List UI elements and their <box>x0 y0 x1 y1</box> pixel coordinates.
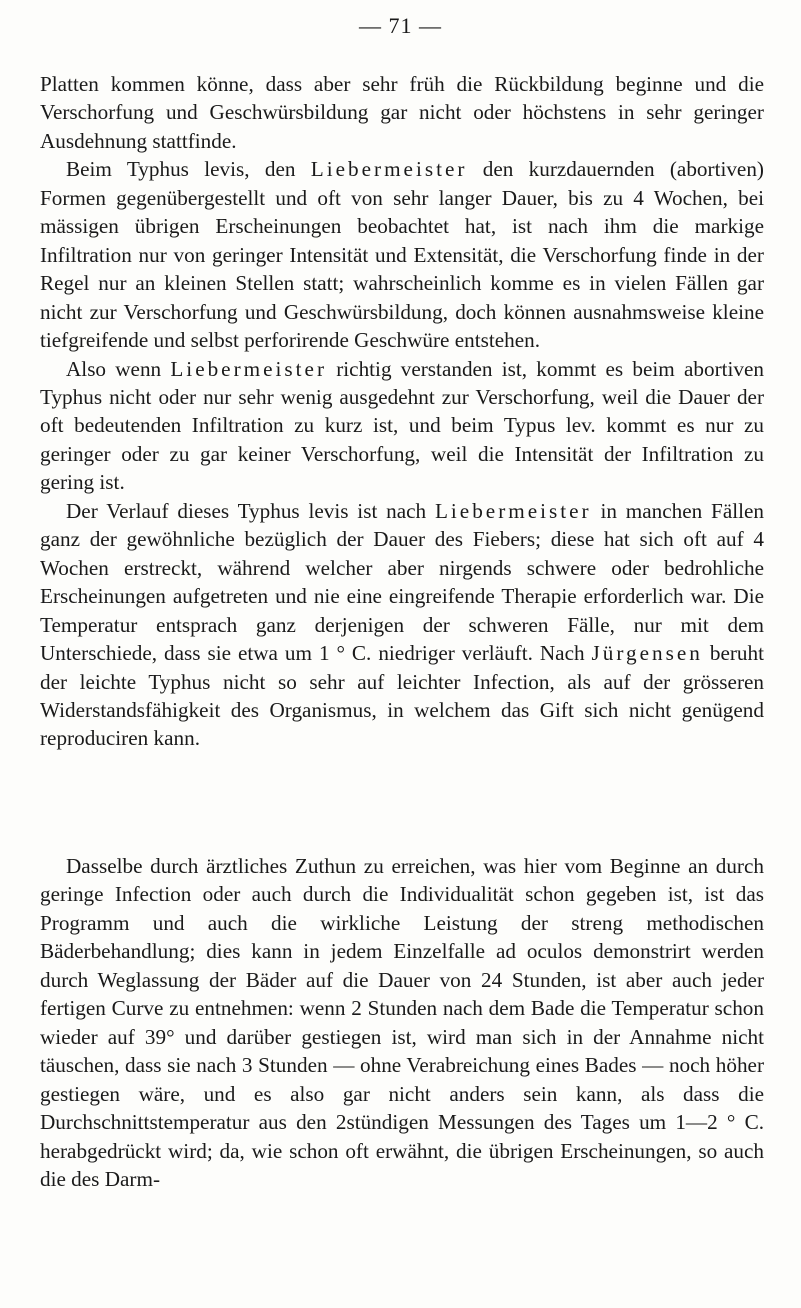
paragraph-text: in manchen Fällen ganz der gewöhnliche bezüglich der Dauer des Fiebers; diese hat sich oft auf 4 Wochen erstreckt, während welcher aber nirgends schwere oder bedrohliche Erscheinungen aufgetreten und nie eine eingreifende Therapie erforderlich war. Die Temperatur entsprach ganz derjenigen der schweren Fälle, nur mit dem Unterschiede, dass sie etwa um 1 ° C. niedriger verläuft. Nach <box>40 498 764 666</box>
text-section-1 <box>40 70 764 753</box>
author-name: Jürgensen <box>591 641 703 666</box>
paragraph-bath-treatment: Dasselbe durch ärztliches Zuthun zu erreichen, was hier vom Beginne an durch geringe Infection oder auch durch die Individualität schon gegeben ist, ist das Programm und auch die wirkliche Leistung der streng methodischen Bäderbehandlung; dies kann in jedem Einzelfalle ad oculos demonstrirt werden durch Weglassung der Bäder auf die Dauer von 24 Stunden, ist aber auch jeder fertigen Curve zu entnehmen: wenn 2 Stunden nach dem Bade die Temperatur schon wieder auf 39° und darüber gestiegen ist, wird man sich in der Annahme nicht täuschen, dass sie nach 3 Stunden — ohne Verabreichung eines Bades — noch höher gestiegen wäre, und es also gar nicht anders sein kann, als dass die Durchschnittstemperatur aus den 2stündigen Messungen des Tages um 1—2 ° C. herabgedrückt wird; da, wie schon oft erwähnt, die übrigen Erscheinungen, so auch die des Darm- <box>40 854 764 1191</box>
paragraph-text: Der Verlauf dieses Typhus levis ist nach <box>66 498 435 523</box>
page-number: — 71 — <box>359 13 442 38</box>
text-section-2 <box>40 852 764 1193</box>
paragraph-text: richtig verstanden ist, kommt es beim abortiven Typhus nicht oder nur sehr wenig ausgedehnt zur Verschorfung, weil die Dauer der oft bedeutenden Infiltration zu kurz ist, und beim Typus lev. kommt es nur zu geringer oder zu gar keiner Verschorfung, weil die Intensität der Infiltration zu gering ist. <box>40 356 764 495</box>
paragraph-text: Beim Typhus levis, den <box>66 157 311 182</box>
author-name: Liebermeister <box>310 157 468 182</box>
paragraph-continuation: Platten kommen könne, dass aber sehr früh die Rückbildung beginne und die Verschorfung und Geschwürsbildung gar nicht oder höchstens in sehr geringer Ausdehnung stattfinde. <box>40 72 764 153</box>
author-name: Liebermeister <box>434 498 592 523</box>
paragraph-abortive <box>40 355 764 497</box>
paragraph-course <box>40 497 764 753</box>
author-name: Liebermeister <box>170 356 328 381</box>
paragraph-text: beruht der leichte Typhus nicht so sehr auf leichter Infection, als auf der grösseren Widerstandsfähigkeit des Organismus, in welchem das Gift sich nicht genügend reproduciren kann. <box>40 641 764 751</box>
paragraph-typhus-levis <box>40 155 764 354</box>
paragraph-text: den kurzdauernden (abortiven) Formen gegenübergestellt und oft von sehr langer Dauer, bis zu 4 Wochen, bei mässigen übrigen Erscheinungen beobachtet hat, ist nach ihm die markige Infiltration nur von geringer Intensität und Extensität, die Verschorfung finde in der Regel nur an kleinen Stellen statt; wahrscheinlich komme es in vielen Fällen gar nicht zur Verschorfung und Geschwürsbildung, doch können ausnahmsweise kleine tiefgreifende und selbst perforirende Geschwüre entstehen. <box>40 157 764 353</box>
paragraph-text: Also wenn <box>66 356 171 381</box>
